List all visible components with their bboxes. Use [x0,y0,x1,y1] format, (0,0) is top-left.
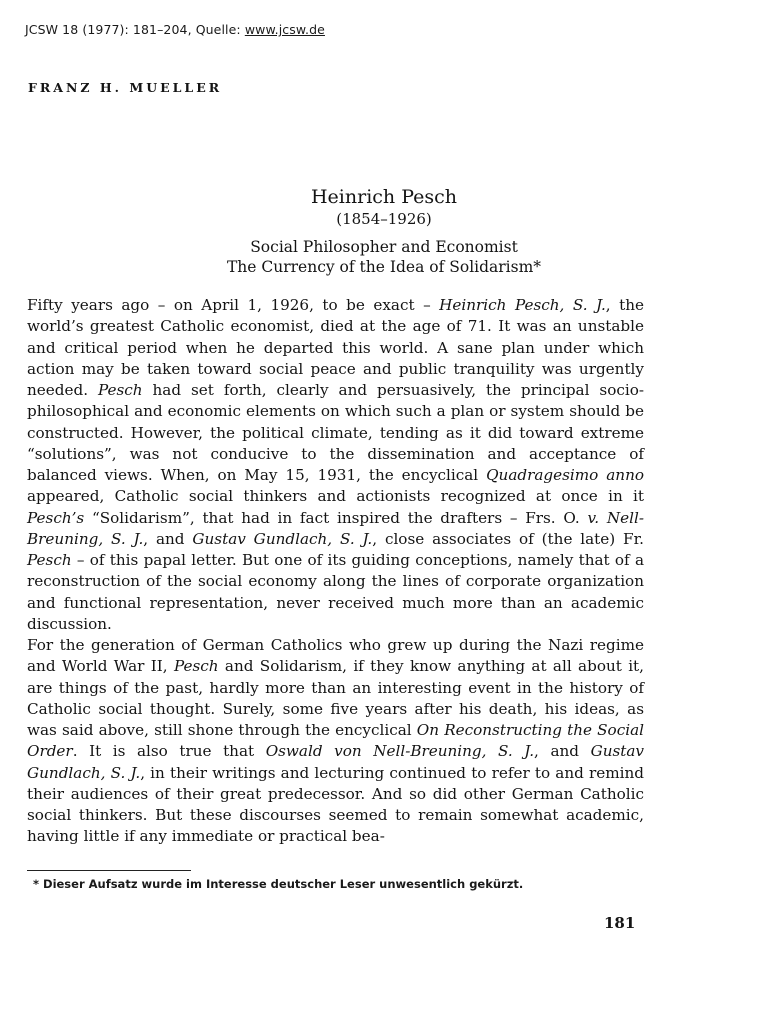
text-run: , and [143,529,193,548]
subtitle-line-1: Social Philosopher and Economist [250,238,518,256]
life-dates: (1854–1926) [336,210,432,228]
italic-name: v. Nell-Breuning, S. J. [27,508,644,548]
text-run: , the world’s greatest Catholic economist, died at the age of 71. It was an unstable and critical period when he departed this world. A sane plan under which action may be taken toward social peace and public tranquility was urgently needed. [27,296,644,399]
subtitle-line-2: The Currency of the Idea of Solidarism* [226,258,542,276]
footnote: * Dieser Aufsatz wurde im Interesse deutscher Leser unwesentlich gekürzt. [33,877,524,891]
text-run: , and [534,742,591,761]
source-citation [25,22,325,37]
text-run: – of this papal letter. But one of its guiding conceptions, namely that of a reconstruction of the social economy along the lines of corporate organization and functional representation, never received much more than an academic discussion. [27,551,644,633]
author-name: FRANZ H. MUELLER [28,80,223,95]
article-subtitle [0,237,768,277]
italic-name: Pesch’s [27,508,85,527]
text-run: Fifty years ago – on April 1, 1926, to be exact – [27,296,440,314]
text-run: and Solidarism, if they know anything at all about it, are things of the past, hardly more than an interesting event in the history of Catholic social thought. Surely, some five years after his death, his ideas, as was said above, still shone through the encyclical [27,657,644,739]
text-run: . It is also true that [72,742,266,761]
italic-name: Heinrich Pesch, S. J. [439,296,606,314]
page-number: 181 [604,914,636,932]
text-run: had set forth, clearly and persuasively, the principal socio-philosophical and economic elements on which such a plan or system should be constructed. However, the political climate, tending as it did toward extreme “solutions”, was not conducive to the dissemination and acceptance of balanced views. When, on May 15, 1931, the encyclical [27,381,644,484]
title-block [0,186,768,277]
italic-title: On Reconstructing the Social Order [27,721,644,761]
footnote-divider [27,870,191,871]
text-run: appeared, Catholic social thinkers and actionists recognized at once in it [27,487,644,506]
text-run: , in their writings and lecturing continued to refer to and remind their audiences of their great predecessor. And so did other German Catholic social thinkers. But these discourses seemed to remain somewhat academic, having little if any immediate or practical bea- [27,763,644,846]
text-run: , close associates of (the late) Fr. [372,529,645,548]
text-run: For the generation of German Catholics who grew up during the Nazi regime and World War II, [27,636,644,676]
source-citation-text: JCSW 18 (1977): 181–204, Quelle: [25,22,245,37]
italic-name: Oswald von Nell-Breuning, S. J. [265,742,535,761]
paragraph-2 [27,635,644,848]
article-title: Heinrich Pesch [310,186,457,208]
italic-name: Gustav Gundlach, S. J. [192,529,373,548]
italic-title: Quadragesimo anno [486,466,645,484]
italic-name: Pesch [97,381,143,399]
text-run: “Solidarism”, that had in fact inspired the drafters – Frs. O. [84,508,588,527]
italic-name: Pesch [27,551,72,569]
italic-name: Pesch [173,657,219,676]
article-body [27,295,644,848]
source-url-link[interactable]: www.jcsw.de [244,22,325,37]
italic-name: Gustav Gundlach, S. J. [27,742,645,782]
paragraph-1 [27,295,644,635]
